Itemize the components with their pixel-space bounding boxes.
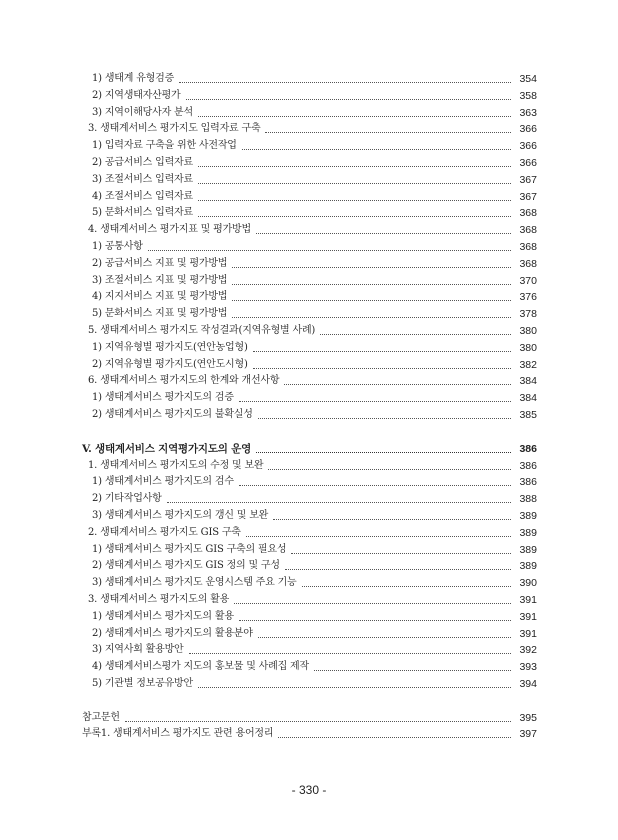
dot-leader bbox=[258, 626, 511, 638]
dot-leader bbox=[232, 289, 511, 301]
toc-entry-page: 368 bbox=[519, 240, 537, 253]
toc-entry[interactable] bbox=[82, 592, 537, 609]
dot-leader bbox=[320, 323, 511, 335]
toc-entry[interactable] bbox=[82, 508, 537, 525]
dot-leader bbox=[234, 592, 511, 604]
page-number: - 330 - bbox=[291, 783, 327, 797]
dot-leader bbox=[232, 273, 511, 285]
dot-leader bbox=[246, 525, 511, 537]
dot-leader bbox=[198, 676, 511, 688]
dot-leader bbox=[189, 642, 511, 654]
section-spacer bbox=[82, 693, 537, 710]
toc-entry-title: 1) 생태계서비스 평가지도의 검증 bbox=[92, 392, 234, 404]
toc-entry-title: 참고문헌 bbox=[82, 711, 120, 723]
toc-entry[interactable] bbox=[82, 256, 537, 273]
dot-leader bbox=[302, 575, 511, 587]
toc-entry-title: 2) 기타작업사항 bbox=[92, 493, 162, 505]
dot-leader bbox=[256, 441, 511, 453]
table-of-contents bbox=[82, 71, 537, 743]
toc-entry-page: 391 bbox=[519, 610, 537, 623]
toc-entry[interactable] bbox=[82, 676, 537, 693]
toc-entry-title: 6. 생태계서비스 평가지도의 한계와 개선사항 bbox=[88, 375, 280, 387]
toc-entry-page: 380 bbox=[519, 341, 537, 354]
toc-entry-page: 366 bbox=[519, 156, 537, 169]
toc-entry[interactable] bbox=[82, 273, 537, 290]
toc-entry[interactable] bbox=[82, 155, 537, 172]
toc-entry[interactable] bbox=[82, 306, 537, 323]
toc-entry-page: 367 bbox=[519, 190, 537, 203]
toc-entry[interactable] bbox=[82, 340, 537, 357]
toc-entry[interactable] bbox=[82, 441, 537, 458]
dot-leader bbox=[314, 659, 511, 671]
dot-leader bbox=[186, 88, 511, 100]
toc-entry-page: 380 bbox=[519, 324, 537, 337]
toc-entry[interactable] bbox=[82, 710, 537, 727]
toc-entry-title: 2) 생태계서비스 평가지도의 활용분야 bbox=[92, 627, 253, 639]
toc-entry-title: 5) 문화서비스 입력자료 bbox=[92, 207, 193, 219]
dot-leader bbox=[198, 172, 511, 184]
toc-entry[interactable] bbox=[82, 558, 537, 575]
dot-leader bbox=[148, 239, 511, 251]
dot-leader bbox=[258, 407, 511, 419]
toc-entry-title: 5. 생태계서비스 평가지도 작성결과(지역유형별 사례) bbox=[88, 324, 316, 336]
toc-entry-title: 3) 조절서비스 지표 및 평가방법 bbox=[92, 274, 228, 286]
toc-entry[interactable] bbox=[82, 239, 537, 256]
toc-entry-page: 393 bbox=[519, 661, 537, 674]
toc-entry-page: 386 bbox=[519, 442, 537, 455]
section-spacer bbox=[82, 424, 537, 441]
toc-entry[interactable] bbox=[82, 88, 537, 105]
dot-leader bbox=[179, 71, 511, 83]
toc-entry-title: 3) 생태계서비스 평가지도의 갱신 및 보완 bbox=[92, 509, 269, 521]
toc-entry-title: V. 생태계서비스 지역평가지도의 운영 bbox=[82, 442, 252, 455]
toc-entry-title: 2) 지역유형별 평가지도(연안도시형) bbox=[92, 358, 248, 370]
toc-entry[interactable] bbox=[82, 407, 537, 424]
toc-entry[interactable] bbox=[82, 525, 537, 542]
toc-entry[interactable] bbox=[82, 189, 537, 206]
toc-entry-title: 2) 공급서비스 입력자료 bbox=[92, 156, 193, 168]
toc-entry-title: 4. 생태계서비스 평가지표 및 평가방법 bbox=[88, 224, 251, 236]
toc-entry-title: 3) 지역사회 활용방안 bbox=[92, 644, 184, 656]
toc-entry-page: 367 bbox=[519, 173, 537, 186]
toc-entry-title: 3) 지역이해당사자 분석 bbox=[92, 106, 193, 118]
toc-entry-page: 389 bbox=[519, 543, 537, 556]
toc-entry-title: 3. 생태계서비스 평가지도 입력자료 구축 bbox=[88, 123, 261, 135]
dot-leader bbox=[273, 508, 511, 520]
toc-entry-page: 376 bbox=[519, 291, 537, 304]
toc-entry-title: 1) 생태계 유형검증 bbox=[92, 73, 175, 84]
toc-entry-title: 4) 조절서비스 입력자료 bbox=[92, 190, 193, 202]
toc-entry-title: 1) 생태계서비스 평가지도 GIS 구축의 필요성 bbox=[92, 543, 287, 555]
toc-entry-page: 391 bbox=[519, 593, 537, 606]
dot-leader bbox=[265, 121, 511, 133]
toc-entry[interactable] bbox=[82, 138, 537, 155]
toc-entry-title: 1) 생태계서비스 평가지도의 활용 bbox=[92, 610, 234, 622]
toc-entry-title: 3) 생태계서비스 평가지도 운영시스템 주요 기능 bbox=[92, 577, 297, 589]
toc-entry[interactable] bbox=[82, 726, 537, 743]
toc-entry-title: 1) 지역유형별 평가지도(연안농업형) bbox=[92, 341, 248, 353]
toc-entry[interactable] bbox=[82, 373, 537, 390]
toc-entry-title: 2. 생태계서비스 평가지도 GIS 구축 bbox=[88, 526, 241, 538]
toc-entry[interactable] bbox=[82, 575, 537, 592]
toc-entry-page: 368 bbox=[519, 207, 537, 220]
toc-entry[interactable] bbox=[82, 172, 537, 189]
toc-entry-page: 384 bbox=[519, 375, 537, 388]
toc-entry-title: 5) 기관별 정보공유방안 bbox=[92, 677, 193, 689]
toc-entry-title: 1) 공통사항 bbox=[92, 240, 143, 252]
toc-entry-title: 2) 공급서비스 지표 및 평가방법 bbox=[92, 257, 228, 269]
toc-entry[interactable] bbox=[82, 357, 537, 374]
toc-entry-title: 4) 생태계서비스평가 지도의 홍보물 및 사례집 제작 bbox=[92, 661, 309, 673]
dot-leader bbox=[291, 542, 511, 554]
toc-entry-page: 386 bbox=[519, 459, 537, 472]
dot-leader bbox=[232, 306, 511, 318]
dot-leader bbox=[268, 458, 511, 470]
toc-entry-page: 363 bbox=[519, 106, 537, 119]
toc-entry-title: 2) 지역생태자산평가 bbox=[92, 89, 181, 101]
toc-entry-page: 392 bbox=[519, 644, 537, 657]
toc-entry-title: 부록1. 생태계서비스 평가지도 관련 용어정리 bbox=[82, 728, 274, 740]
toc-entry[interactable] bbox=[82, 458, 537, 475]
toc-entry[interactable] bbox=[82, 289, 537, 306]
toc-entry-title: 5) 문화서비스 지표 및 평가방법 bbox=[92, 308, 228, 320]
toc-entry[interactable] bbox=[82, 642, 537, 659]
toc-entry-page: 385 bbox=[519, 408, 537, 421]
toc-entry-page: 391 bbox=[519, 627, 537, 640]
dot-leader bbox=[198, 155, 511, 167]
dot-leader bbox=[253, 357, 511, 369]
toc-entry-page: 370 bbox=[519, 274, 537, 287]
toc-entry-page: 378 bbox=[519, 308, 537, 321]
dot-leader bbox=[284, 373, 511, 385]
toc-entry[interactable] bbox=[82, 659, 537, 676]
toc-entry[interactable] bbox=[82, 626, 537, 643]
toc-entry-page: 386 bbox=[519, 476, 537, 489]
dot-leader bbox=[239, 390, 511, 402]
dot-leader bbox=[239, 609, 511, 621]
toc-entry-page: 354 bbox=[519, 73, 537, 85]
toc-entry-page: 368 bbox=[519, 257, 537, 270]
toc-entry[interactable] bbox=[82, 205, 537, 222]
toc-entry-title: 3. 생태계서비스 평가지도의 활용 bbox=[88, 593, 230, 605]
dot-leader bbox=[167, 491, 511, 503]
dot-leader bbox=[278, 726, 511, 738]
dot-leader bbox=[198, 205, 511, 217]
toc-entry[interactable] bbox=[82, 474, 537, 491]
toc-entry-page: 366 bbox=[519, 140, 537, 153]
toc-entry[interactable] bbox=[82, 323, 537, 340]
toc-entry-page: 389 bbox=[519, 526, 537, 539]
toc-entry[interactable] bbox=[82, 121, 537, 138]
toc-entry-title: 1) 생태계서비스 평가지도의 검수 bbox=[92, 476, 234, 488]
toc-entry-page: 390 bbox=[519, 577, 537, 590]
toc-entry-title: 4) 지지서비스 지표 및 평가방법 bbox=[92, 291, 228, 303]
toc-entry-title: 2) 생태계서비스 평가지도 GIS 정의 및 구성 bbox=[92, 560, 280, 572]
toc-entry[interactable] bbox=[82, 71, 537, 88]
toc-entry[interactable] bbox=[82, 390, 537, 407]
toc-entry-page: 395 bbox=[519, 711, 537, 724]
toc-entry-title: 2) 생태계서비스 평가지도의 불확실성 bbox=[92, 408, 253, 420]
toc-entry[interactable] bbox=[82, 609, 537, 626]
toc-entry-page: 382 bbox=[519, 358, 537, 371]
toc-entry-page: 368 bbox=[519, 224, 537, 237]
toc-entry[interactable] bbox=[82, 491, 537, 508]
toc-entry-title: 3) 조절서비스 입력자료 bbox=[92, 173, 193, 185]
toc-entry[interactable] bbox=[82, 105, 537, 122]
dot-leader bbox=[198, 189, 511, 201]
toc-entry[interactable] bbox=[82, 222, 537, 239]
toc-entry-title: 1) 입력자료 구축을 위한 사전작업 bbox=[92, 140, 237, 152]
toc-entry-page: 366 bbox=[519, 123, 537, 136]
toc-entry-page: 389 bbox=[519, 509, 537, 522]
dot-leader bbox=[285, 558, 511, 570]
toc-entry-page: 358 bbox=[519, 89, 537, 102]
dot-leader bbox=[239, 474, 511, 486]
dot-leader bbox=[242, 138, 511, 150]
toc-entry-page: 397 bbox=[519, 728, 537, 741]
toc-entry-page: 389 bbox=[519, 560, 537, 573]
dot-leader bbox=[232, 256, 511, 268]
dot-leader bbox=[125, 710, 511, 722]
toc-entry-page: 384 bbox=[519, 392, 537, 405]
toc-entry-page: 388 bbox=[519, 493, 537, 506]
toc-entry-title: 1. 생태계서비스 평가지도의 수정 및 보완 bbox=[88, 459, 264, 471]
toc-entry-page: 394 bbox=[519, 677, 537, 690]
dot-leader bbox=[253, 340, 511, 352]
dot-leader bbox=[198, 105, 511, 117]
toc-entry[interactable] bbox=[82, 542, 537, 559]
dot-leader bbox=[256, 222, 511, 234]
